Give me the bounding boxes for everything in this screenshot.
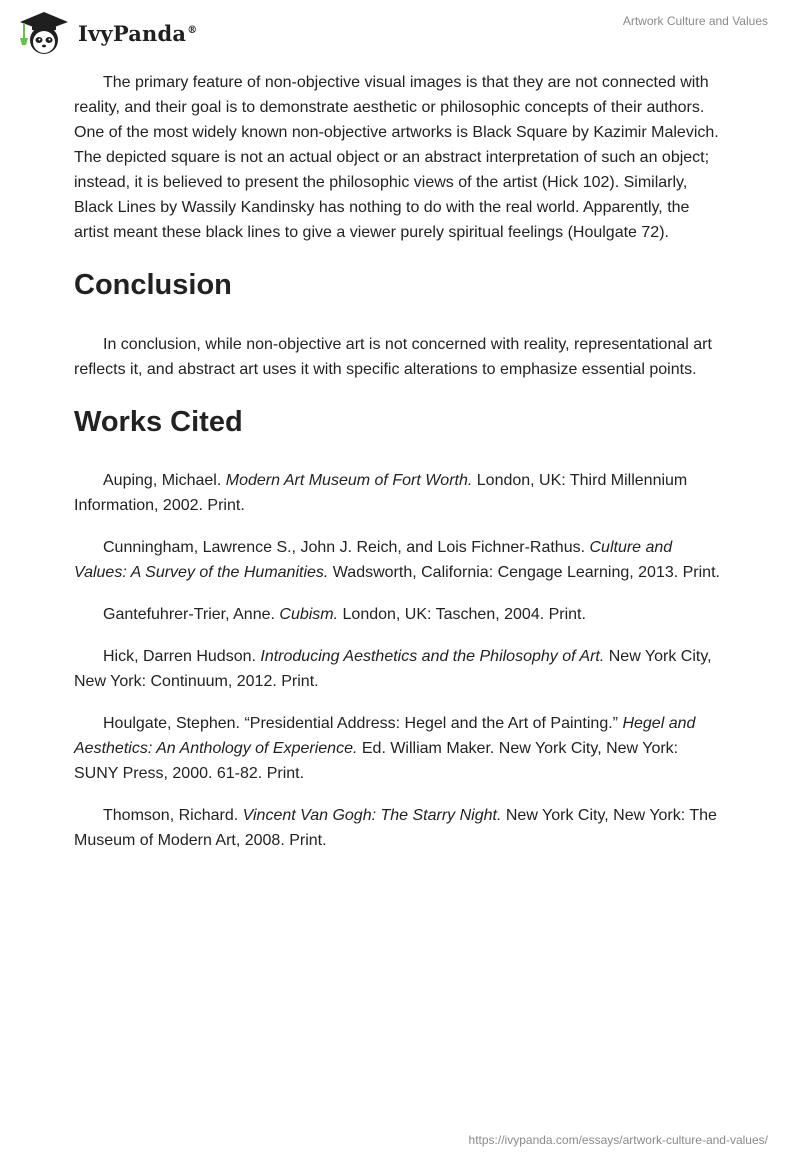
ivypanda-logo[interactable]	[14, 8, 197, 56]
works-cited-list	[74, 468, 726, 853]
brand-name: IvyPanda®	[78, 20, 198, 46]
conclusion-paragraph: In conclusion, while non-objective art is not concerned with reality, representational art reflects it, and abstract art uses it with specific alterations to emphasize essential points.	[74, 336, 712, 378]
document-title: Artwork Culture and Values	[622, 14, 768, 28]
intro-paragraph: The primary feature of non-objective visual images is that they are not connected with reality, and their goal is to demonstrate aesthetic or philosophic concepts of their authors. One of the most widely known non-objective artworks is Black Square by Kazimir Malevich. The depicted square is not an actual object or an abstract interpretation of such an object; instead, it is believed to present the philosophic views of the artist (Hick 102). Similarly, Black Lines by Wassily Kandinsky has nothing to do with the real world. Apparently, the artist meant these black lines to give a viewer purely spiritual feelings (Houlgate 72).	[74, 74, 719, 241]
footer-url[interactable]: https://ivypanda.com/essays/artwork-culture-and-values/	[468, 1133, 768, 1147]
citation-item: Cunningham, Lawrence S., John J. Reich, and Lois Fichner-Rathus. Culture and Values: A Survey of the Humanities. Wadsworth, California: Cengage Learning, 2013. Print.	[74, 539, 720, 581]
citation-item: Hick, Darren Hudson. Introducing Aesthetics and the Philosophy of Art. New York City, New York: Continuum, 2012. Print.	[74, 648, 712, 690]
citation-item: Gantefuhrer-Trier, Anne. Cubism. London, UK: Taschen, 2004. Print.	[103, 606, 586, 623]
citation-item: Houlgate, Stephen. “Presidential Address: Hegel and the Art of Painting.” Hegel and Aesthetics: An Anthology of Experience. Ed. William Maker. New York City, New York: SUNY Press, 2000. 61-82. Print.	[74, 715, 696, 782]
essay-content	[74, 70, 726, 870]
panda-graduate-icon	[14, 8, 74, 56]
citation-item: Thomson, Richard. Vincent Van Gogh: The Starry Night. New York City, New York: The Museum of Modern Art, 2008. Print.	[74, 807, 717, 849]
page-header	[0, 0, 800, 62]
works-cited-heading: Works Cited	[74, 406, 243, 438]
citation-item: Auping, Michael. Modern Art Museum of Fort Worth. London, UK: Third Millennium Information, 2002. Print.	[74, 472, 688, 514]
conclusion-heading: Conclusion	[74, 269, 232, 301]
